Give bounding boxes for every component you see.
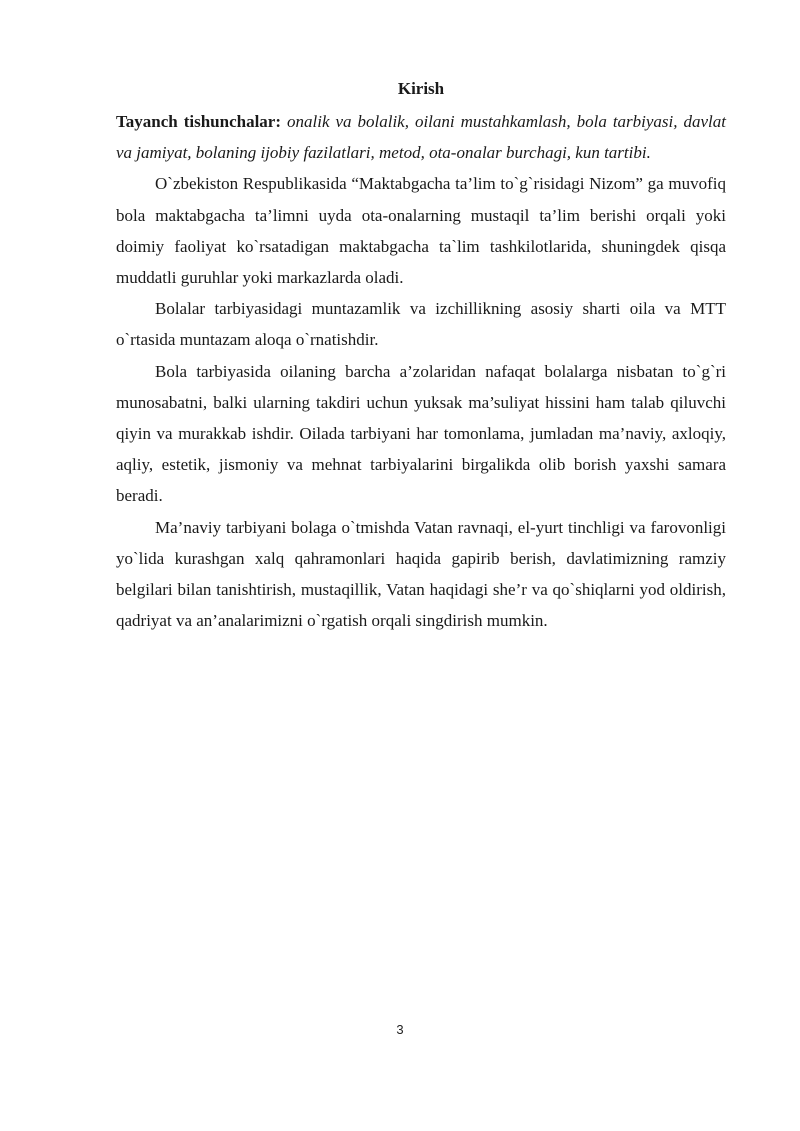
paragraph-1: O`zbekiston Respublikasida “Maktabgacha ta’lim to`g`risidagi Nizom” ga muvofiq bola maktabgacha ta’limni uyda ota-onalarning mustaqil ta’lim berishi orqali yoki doimiy faoliyat ko`rsatadigan maktabgacha ta`lim tashkilotlarida, shuningdek qisqa muddatli guruhlar yoki markazlarda oladi. bbox=[116, 174, 726, 288]
paragraph-2: Bolalar tarbiyasidagi muntazamlik va izchillikning asosiy sharti oila va MTT o`rtasida muntazam aloqa o`rnatishdir. bbox=[116, 299, 726, 350]
page-title: Kirish bbox=[397, 79, 445, 98]
keywords-text: onalik va bolalik, oilani mustahkamlash, bola tarbiyasi, davlat va jamiyat, bolaning ijobiy fazilatlari, metod, ota-onalar burchagi, kun tartibi. bbox=[116, 112, 726, 163]
paragraph-3: Bola tarbiyasida oilaning barcha a’zolaridan nafaqat bolalarga nisbatan to`g`ri munosabatni, balki ularning takdiri uchun yuksak ma’suliyat hissini ham talab qiluvchi qiyin va murakkab ishdir. Oilada tarbiyani har tomonlama, jumladan ma’naviy, axloqiy, aqliy, estetik, jismoniy va mehnat tarbiyalarini birgalikda olib borish yaxshi samara beradi. bbox=[116, 361, 726, 506]
keywords-label: Tayanch tishunchalar: bbox=[116, 112, 282, 131]
page-number: 3 bbox=[396, 1022, 404, 1037]
document-page bbox=[116, 76, 726, 636]
paragraph-4: Ma’naviy tarbiyani bolaga o`tmishda Vatan ravnaqi, el-yurt tinchligi va farovonligi yo`lida kurashgan xalq qahramonlari haqida gapirib berish, davlatimizning ramziy belgilari bilan tanishtirish, mustaqillik, Vatan haqidagi she’r va qo`shiqlarni yod oldirish, qadriyat va an’analarimizni o`rgatish orqali singdirish mumkin. bbox=[116, 517, 726, 631]
keywords-paragraph bbox=[116, 106, 726, 168]
